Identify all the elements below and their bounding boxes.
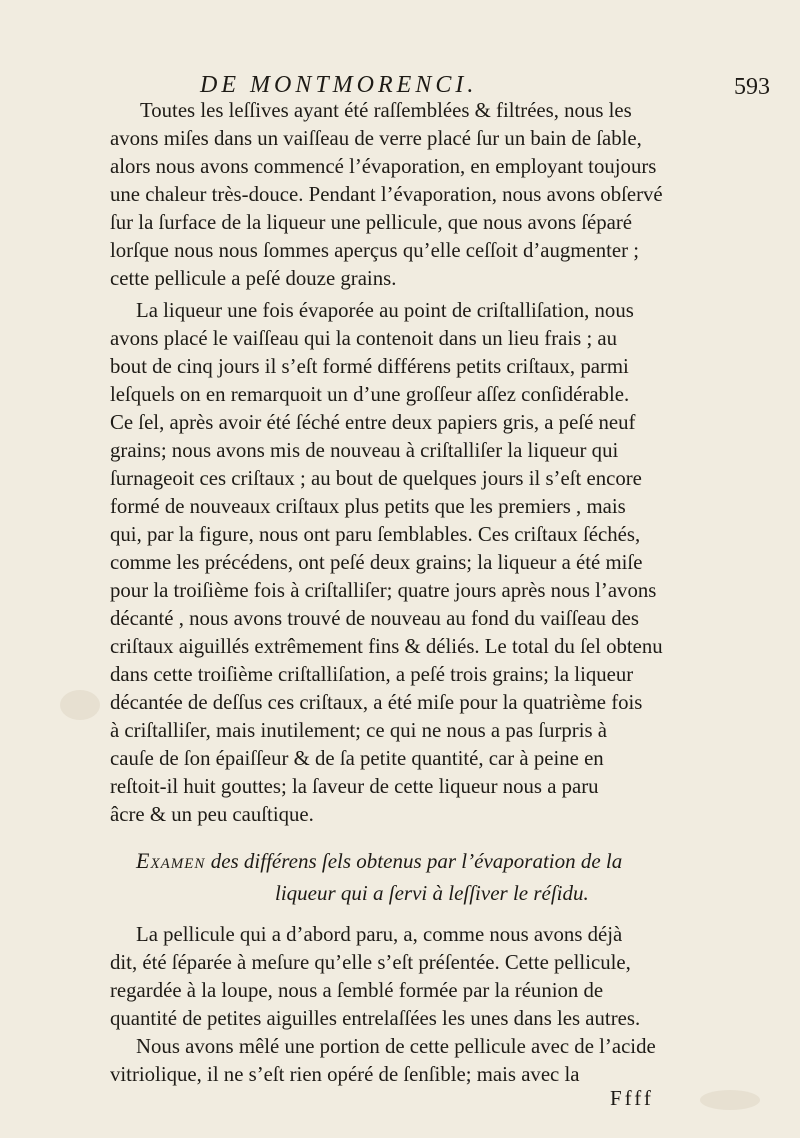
text-line: à criſtalliſer, mais inutilement; ce qui ne nous a pas ſurpris à <box>110 719 607 742</box>
text-line: décanté , nous avons trouvé de nouveau au fond du vaiſſeau des <box>110 607 640 630</box>
text-line: avons placé le vaiſſeau qui la contenoit dans un lieu frais ; au <box>110 327 618 350</box>
text-line: Toutes les leſſives ayant été raſſemblées & filtrées, nous les <box>140 99 632 122</box>
text-line: dit, été ſéparée à meſure qu’elle s’eſt préſentée. Cette pellicule, <box>110 951 631 974</box>
text-line: La liqueur une fois évaporée au point de criſtalliſation, nous <box>136 299 634 322</box>
heading-line <box>0 878 800 908</box>
text-line: regardée à la loupe, nous a ſemblé formée par la réunion de <box>110 979 604 1002</box>
text-line: criſtaux aiguillés extrêmement fins & déliés. Le total du ſel obtenu <box>110 635 663 658</box>
text-line: grains; nous avons mis de nouveau à criſtalliſer la liqueur qui <box>110 439 619 462</box>
text-line: Nous avons mêlé une portion de cette pellicule avec de l’acide <box>136 1035 656 1058</box>
text-line: avons miſes dans un vaiſſeau de verre placé ſur un bain de ſable, <box>110 127 642 150</box>
heading-lead: Examen <box>136 848 206 873</box>
text-line: pour la troiſième fois à criſtalliſer; quatre jours après nous l’avons <box>110 579 657 602</box>
text-line: formé de nouveaux criſtaux plus petits que les premiers , mais <box>110 495 626 518</box>
text-line: leſquels on en remarquoit un d’une groſſeur aſſez conſidérable. <box>110 383 630 406</box>
text-line: qui, par la figure, nous ont paru ſemblables. Ces criſtaux ſéchés, <box>110 523 641 546</box>
text-line: bout de cinq jours il s’eſt formé différens petits criſtaux, parmi <box>110 355 629 378</box>
text-line: La pellicule qui a d’abord paru, a, comme nous avons déjà <box>136 923 623 946</box>
heading-line1-text: des différens ſels obtenus par l’évaporation de la <box>210 849 623 873</box>
text-line: reſtoit-il huit gouttes; la ſaveur de cette liqueur nous a paru <box>110 775 599 798</box>
signature-mark: Ffff <box>610 1086 654 1110</box>
text-line: lorſque nous nous ſommes aperçus qu’elle ceſſoit d’augmenter ; <box>110 239 640 262</box>
heading-line <box>0 846 800 876</box>
text-line: décantée de deſſus ces criſtaux, a été miſe pour la quatrième fois <box>110 691 643 714</box>
text-line: cette pellicule a peſé douze grains. <box>110 267 397 290</box>
heading-line2-text: liqueur qui a ſervi à leſſiver le réſidu. <box>275 881 589 905</box>
text-line: Ce ſel, après avoir été ſéché entre deux papiers gris, a peſé neuf <box>110 411 636 434</box>
text-line: âcre & un peu cauſtique. <box>110 803 314 826</box>
text-line: comme les précédens, ont peſé deux grains; la liqueur a été miſe <box>110 551 643 574</box>
text-line: une chaleur très-douce. Pendant l’évaporation, nous avons obſervé <box>110 183 663 206</box>
text-line: vitriolique, il ne s’eſt rien opéré de ſenſible; mais avec la <box>110 1063 580 1086</box>
text-line: alors nous avons commencé l’évaporation, en employant toujours <box>110 155 657 178</box>
text-line: cauſe de ſon épaiſſeur & de ſa petite quantité, car à peine en <box>110 747 604 770</box>
text-line: quantité de petites aiguilles entrelaſſées les unes dans les autres. <box>110 1007 641 1030</box>
page-number: 593 <box>734 74 770 100</box>
text-line: ſur la ſurface de la liqueur une pellicule, que nous avons ſéparé <box>110 211 633 234</box>
running-title: DE MONTMORENCI. <box>200 72 478 98</box>
paper-stain <box>700 1090 760 1110</box>
text-line: dans cette troiſième criſtalliſation, a peſé trois grains; la liqueur <box>110 663 634 686</box>
text-line: ſurnageoit ces criſtaux ; au bout de quelques jours il s’eſt encore <box>110 467 642 490</box>
